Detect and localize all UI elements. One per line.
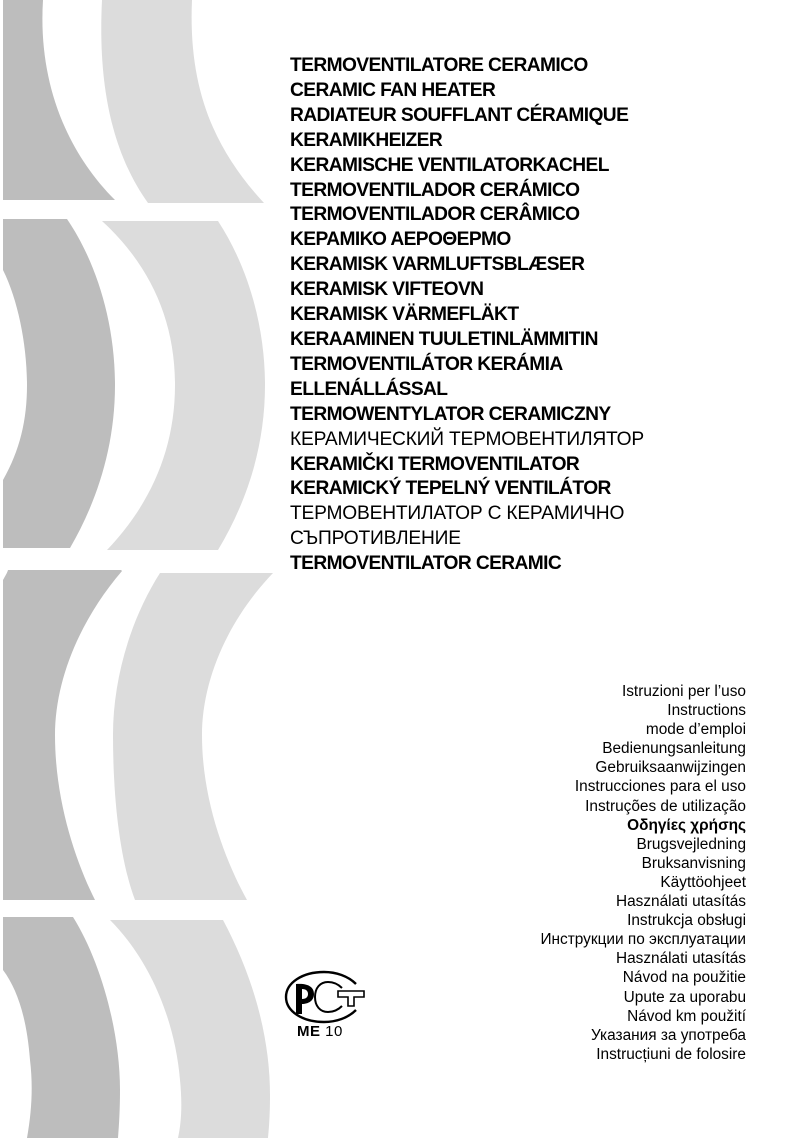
product-title-sk: KERAMICKÝ TEPELNÝ VENTILÁTOR <box>290 478 611 500</box>
instructions-label-da: Brugsvejledning <box>636 835 746 853</box>
product-title-fi: KERAAMINEN TUULETINLÄMMITIN <box>290 328 598 350</box>
light-arc-band-3 <box>113 573 273 900</box>
product-title-no: KERAMISK VIFTEOVN <box>290 279 484 301</box>
instructions-label-hu-2: Használati utasítás <box>615 950 746 968</box>
instructions-label-hr: Upute za uporabu <box>623 988 746 1006</box>
product-title-fr: RADIATEUR SOUFFLANT CÉRAMIQUE <box>290 104 629 126</box>
product-title-da: KERAMISK VARMLUFTSBLÆSER <box>290 254 585 276</box>
certification-code-number: 10 <box>325 1023 343 1040</box>
light-arc-band-2 <box>102 221 265 550</box>
instructions-label-hu-1: Használati utasítás <box>615 893 746 911</box>
product-title-es: TERMOVENTILADOR CERÁMICO <box>290 179 580 201</box>
product-title-bg-1: ТЕРМОВЕНТИЛАТОР С КЕРАМИЧНО <box>290 503 625 525</box>
product-title-it: TERMOVENTILATORE CERAMICO <box>290 55 588 76</box>
dark-arc-band-2 <box>3 219 115 548</box>
instructions-label-es: Instrucciones para el uso <box>574 778 746 796</box>
light-arc-band-1 <box>101 0 264 203</box>
light-arc-band-4 <box>110 920 270 1138</box>
instructions-label-ro: Instrucțiuni de folosire <box>596 1045 746 1063</box>
instructions-label-fi: Käyttöohjeet <box>660 873 746 891</box>
product-title-en: CERAMIC FAN HEATER <box>290 79 496 101</box>
certification-code-prefix: ME <box>297 1023 321 1040</box>
product-title-list <box>290 54 644 577</box>
product-title-el: ΚΕΡΑΜΙΚΟ ΑΕΡΟΘΕΡΜΟ <box>290 229 511 251</box>
instructions-label-pl: Instrukcja obsługi <box>627 912 746 930</box>
dark-arc-band-1 <box>3 0 115 200</box>
product-title-nl: KERAMISCHE VENTILATORKACHEL <box>290 154 609 176</box>
instructions-label-bg: Указания за употреба <box>590 1026 746 1044</box>
product-title-pt: TERMOVENTILADOR CERÂMICO <box>290 204 580 226</box>
dark-arc-band-4 <box>3 917 120 1138</box>
instructions-language-list <box>540 682 746 1064</box>
certification-code <box>297 1023 343 1040</box>
decorative-arc-bands <box>0 0 290 1138</box>
instructions-label-cs: Návod km použití <box>627 1007 746 1025</box>
instructions-label-en: Instructions <box>667 702 746 720</box>
product-title-bg-2: СЪПРОТИВЛЕНИЕ <box>290 528 461 550</box>
instructions-label-sv: Bruksanvisning <box>641 854 746 872</box>
product-title-ru: КЕРАМИЧЕСКИЙ ТЕРМОВЕНТИЛЯТОР <box>290 428 644 450</box>
instructions-label-fr: mode d’emploi <box>645 721 746 739</box>
product-title-ro: TERMOVENTILATOR CERAMIC <box>290 553 562 575</box>
instructions-label-it: Istruzioni per l’uso <box>621 683 746 700</box>
product-title-hu-2: ELLENÁLLÁSSAL <box>290 378 448 400</box>
dark-arc-band-3 <box>3 571 122 900</box>
instructions-label-sk: Návod na použitie <box>622 969 746 987</box>
product-title-hu-1: TERMOVENTILÁTOR KERÁMIA <box>290 353 563 375</box>
product-title-pl: TERMOWENTYLATOR CERAMICZNY <box>290 403 611 425</box>
instructions-label-nl: Gebruiksaanwijzingen <box>595 759 746 777</box>
instructions-label-pt: Instruções de utilização <box>585 797 746 815</box>
instructions-label-ru: Инструкции по эксплуатации <box>540 931 746 949</box>
instructions-label-el: Οδηγίες χρήσης <box>627 816 746 834</box>
instructions-label-de: Bedienungsanleitung <box>602 740 746 758</box>
product-title-de: KERAMIKHEIZER <box>290 129 443 151</box>
product-title-hr: KERAMIČKI TERMOVENTILATOR <box>290 453 580 475</box>
product-title-sv: KERAMISK VÄRMEFLÄKT <box>290 304 519 326</box>
